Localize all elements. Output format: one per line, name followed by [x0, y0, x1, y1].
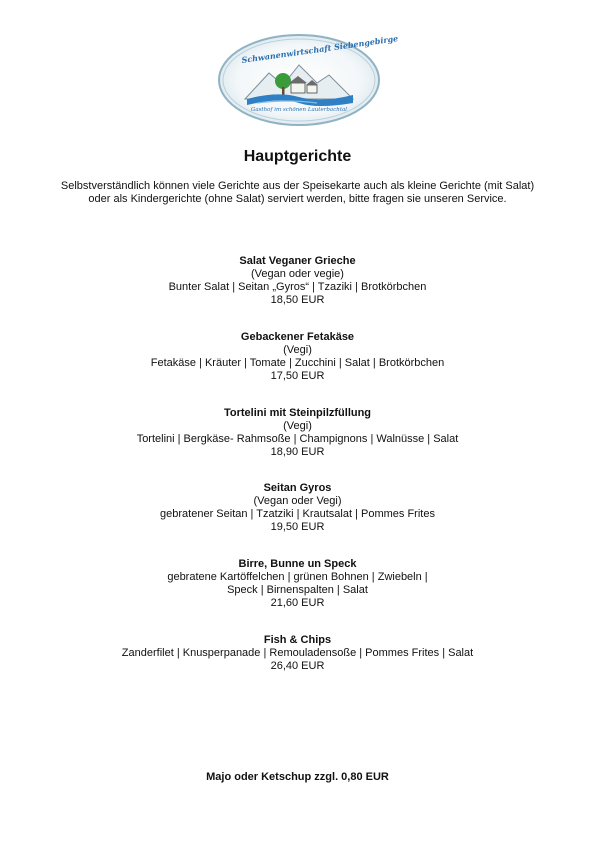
dish-note: (Vegan oder vegie) [251, 268, 344, 280]
dish-price: 17,50 EUR [270, 370, 325, 382]
intro-line-2: oder als Kindergerichte (ohne Salat) serviert werden, bitte fragen sie unseren Service. [88, 193, 507, 205]
intro-line-1: Selbstverständlich können viele Gerichte aus der Speisekarte auch als kleine Gerichte (mit Salat) [60, 180, 535, 192]
menu-item [60, 558, 535, 610]
logo-slogan-text: Gasthof im schönen Lauterbachtal [250, 107, 348, 113]
dish-description: Zanderfilet | Knusperpanade | Remouladensoße | Pommes Frites | Salat [121, 647, 474, 659]
dish-description: Fetakäse | Kräuter | Tomate | Zucchini | Salat | Brotkörbchen [150, 357, 445, 369]
dish-name: Fish & Chips [263, 634, 332, 646]
extras-note: Majo oder Ketschup zzgl. 0,80 EUR [206, 771, 389, 783]
dish-name: Gebackener Fetakäse [240, 331, 355, 343]
logo-name-text: Schwanenwirtschaft Siebengebirge [240, 33, 399, 66]
dish-description: Bunter Salat | Seitan „Gyros“ | Tzaziki | Brotkörbchen [168, 281, 427, 293]
dish-price: 26,40 EUR [270, 660, 325, 672]
menu-item [60, 482, 535, 534]
menu-item [60, 634, 535, 673]
dish-note: (Vegi) [283, 344, 312, 356]
dish-price: 21,60 EUR [270, 597, 325, 609]
intro-text [40, 180, 555, 206]
menu-item [60, 407, 535, 459]
dish-description: Tortelini | Bergkäse- Rahmsoße | Champignons | Walnüsse | Salat [136, 433, 459, 445]
dish-description-line-2: Speck | Birnenspalten | Salat [227, 584, 368, 596]
dish-name: Tortelini mit Steinpilzfüllung [223, 407, 372, 419]
menu-item [60, 331, 535, 383]
dish-price: 19,50 EUR [270, 521, 325, 533]
dish-description-line-1: gebratene Kartöffelchen | grünen Bohnen | Zwiebeln | [167, 571, 428, 583]
dish-note: (Vegi) [283, 420, 312, 432]
dish-note: (Vegan oder Vegi) [253, 495, 342, 507]
dish-price: 18,50 EUR [270, 294, 325, 306]
menu-item [60, 255, 535, 307]
dish-description: gebratener Seitan | Tzatziki | Krautsalat | Pommes Frites [160, 508, 435, 520]
dish-name: Salat Veganer Grieche [239, 255, 356, 267]
page-title: Hauptgerichte [243, 148, 352, 165]
restaurant-logo [217, 33, 399, 127]
dish-name: Seitan Gyros [263, 482, 332, 494]
dish-price: 18,90 EUR [270, 446, 325, 458]
dish-name: Birre, Bunne un Speck [238, 558, 357, 570]
